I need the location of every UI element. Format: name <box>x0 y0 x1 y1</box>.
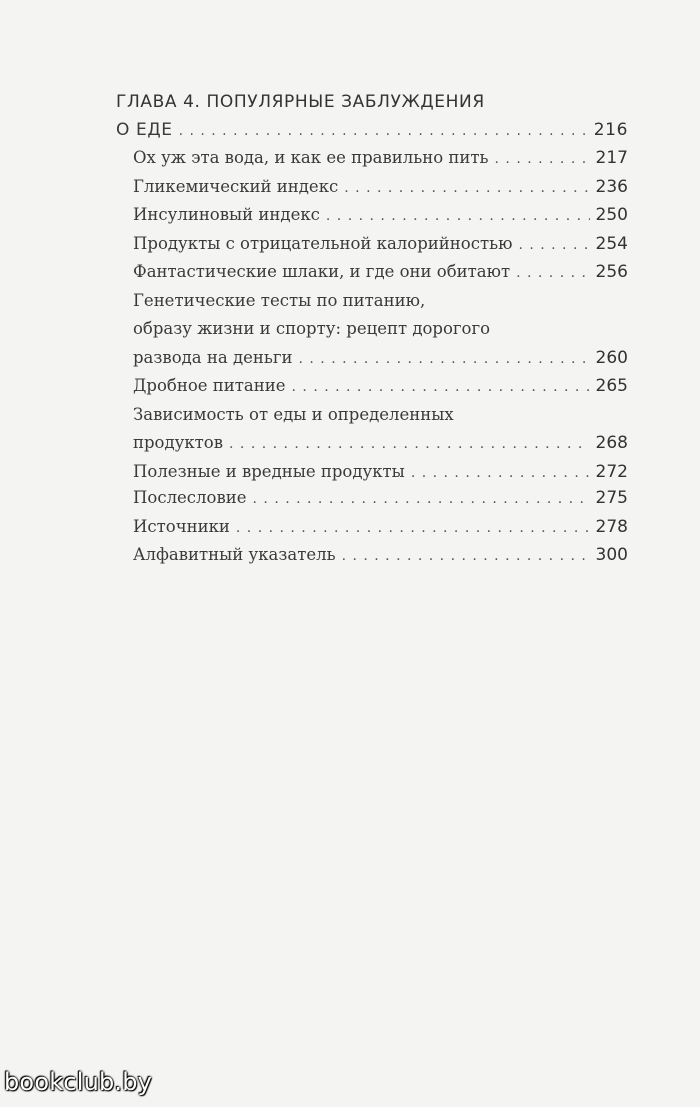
toc-entry <box>133 541 628 570</box>
toc-entry-page: 256 <box>595 262 628 282</box>
leader-dots <box>326 202 590 231</box>
toc-entry-title: развода на деньги <box>133 347 293 367</box>
leader-dots <box>516 259 589 288</box>
toc-entry <box>133 344 628 373</box>
toc-entry-title: Послесловие <box>133 488 247 507</box>
leader-dots <box>179 117 588 145</box>
leader-dots <box>344 174 589 203</box>
toc-entry <box>133 458 628 487</box>
toc-entry-title: Источники <box>133 516 230 536</box>
chapter-page-number: 216 <box>593 120 628 140</box>
toc-entry <box>133 201 628 230</box>
toc-entry <box>133 372 628 401</box>
toc-entry <box>133 144 628 173</box>
leader-dots <box>495 145 590 174</box>
toc-entry-title: Продукты с отрицательной калорийностью <box>133 233 513 253</box>
leader-dots <box>518 231 589 260</box>
toc-entry <box>133 258 628 287</box>
chapter-title-line-1: ГЛАВА 4. ПОПУЛЯРНЫЕ ЗАБЛУЖДЕНИЯ <box>116 92 485 112</box>
toc-entry <box>133 173 628 202</box>
toc-entry-page: 265 <box>595 376 628 396</box>
toc-entry <box>133 429 628 458</box>
toc-entry-page: 217 <box>595 148 628 168</box>
toc-entry-title: Дробное питание <box>133 376 286 395</box>
toc-entry-title: Алфавитный указатель <box>133 545 336 564</box>
chapter-heading <box>116 88 628 144</box>
toc-entry <box>133 513 628 542</box>
toc-entry-page: 300 <box>595 545 628 565</box>
leader-dots <box>253 485 590 514</box>
toc-entry-title: Ох уж эта вода, и как ее правильно пить <box>133 148 489 167</box>
site-watermark: bookclub.by <box>4 1068 153 1096</box>
toc-entry-title: продуктов <box>133 433 224 452</box>
toc-entry-title: Гликемический индекс <box>133 176 339 196</box>
toc-entry <box>133 230 628 259</box>
toc-entry-page: 275 <box>595 488 628 508</box>
toc-entry-page: 260 <box>595 347 628 368</box>
leader-dots <box>236 514 590 543</box>
leader-dots <box>292 373 590 402</box>
back-matter <box>133 484 628 570</box>
leader-dots <box>299 345 590 374</box>
toc-entry-page: 236 <box>595 176 628 197</box>
toc-entry <box>133 484 628 513</box>
chapter-title-row <box>116 116 628 144</box>
toc-entry-line: Зависимость от еды и определенных <box>133 404 454 424</box>
toc-entry-title: Инсулиновый индекс <box>133 205 320 224</box>
toc-entry-page: 272 <box>595 461 628 482</box>
toc-entry-page: 254 <box>595 233 628 254</box>
leader-dots <box>411 459 590 488</box>
toc-entry-page: 250 <box>595 205 628 225</box>
toc-entry-line: Генетические тесты по питанию, <box>133 290 426 310</box>
toc-entries <box>133 144 628 486</box>
toc-entry-title: Полезные и вредные продукты <box>133 461 405 481</box>
leader-dots <box>229 430 590 459</box>
toc-entry-title: Фантастические шлаки, и где они обитают <box>133 262 511 281</box>
chapter-title-line-2: О ЕДЕ <box>116 120 173 140</box>
toc-entry-page: 278 <box>595 516 628 537</box>
leader-dots <box>342 542 590 571</box>
toc-entry-page: 268 <box>595 433 628 453</box>
toc-entry-line: образу жизни и спорту: рецепт дорогого <box>133 319 491 338</box>
